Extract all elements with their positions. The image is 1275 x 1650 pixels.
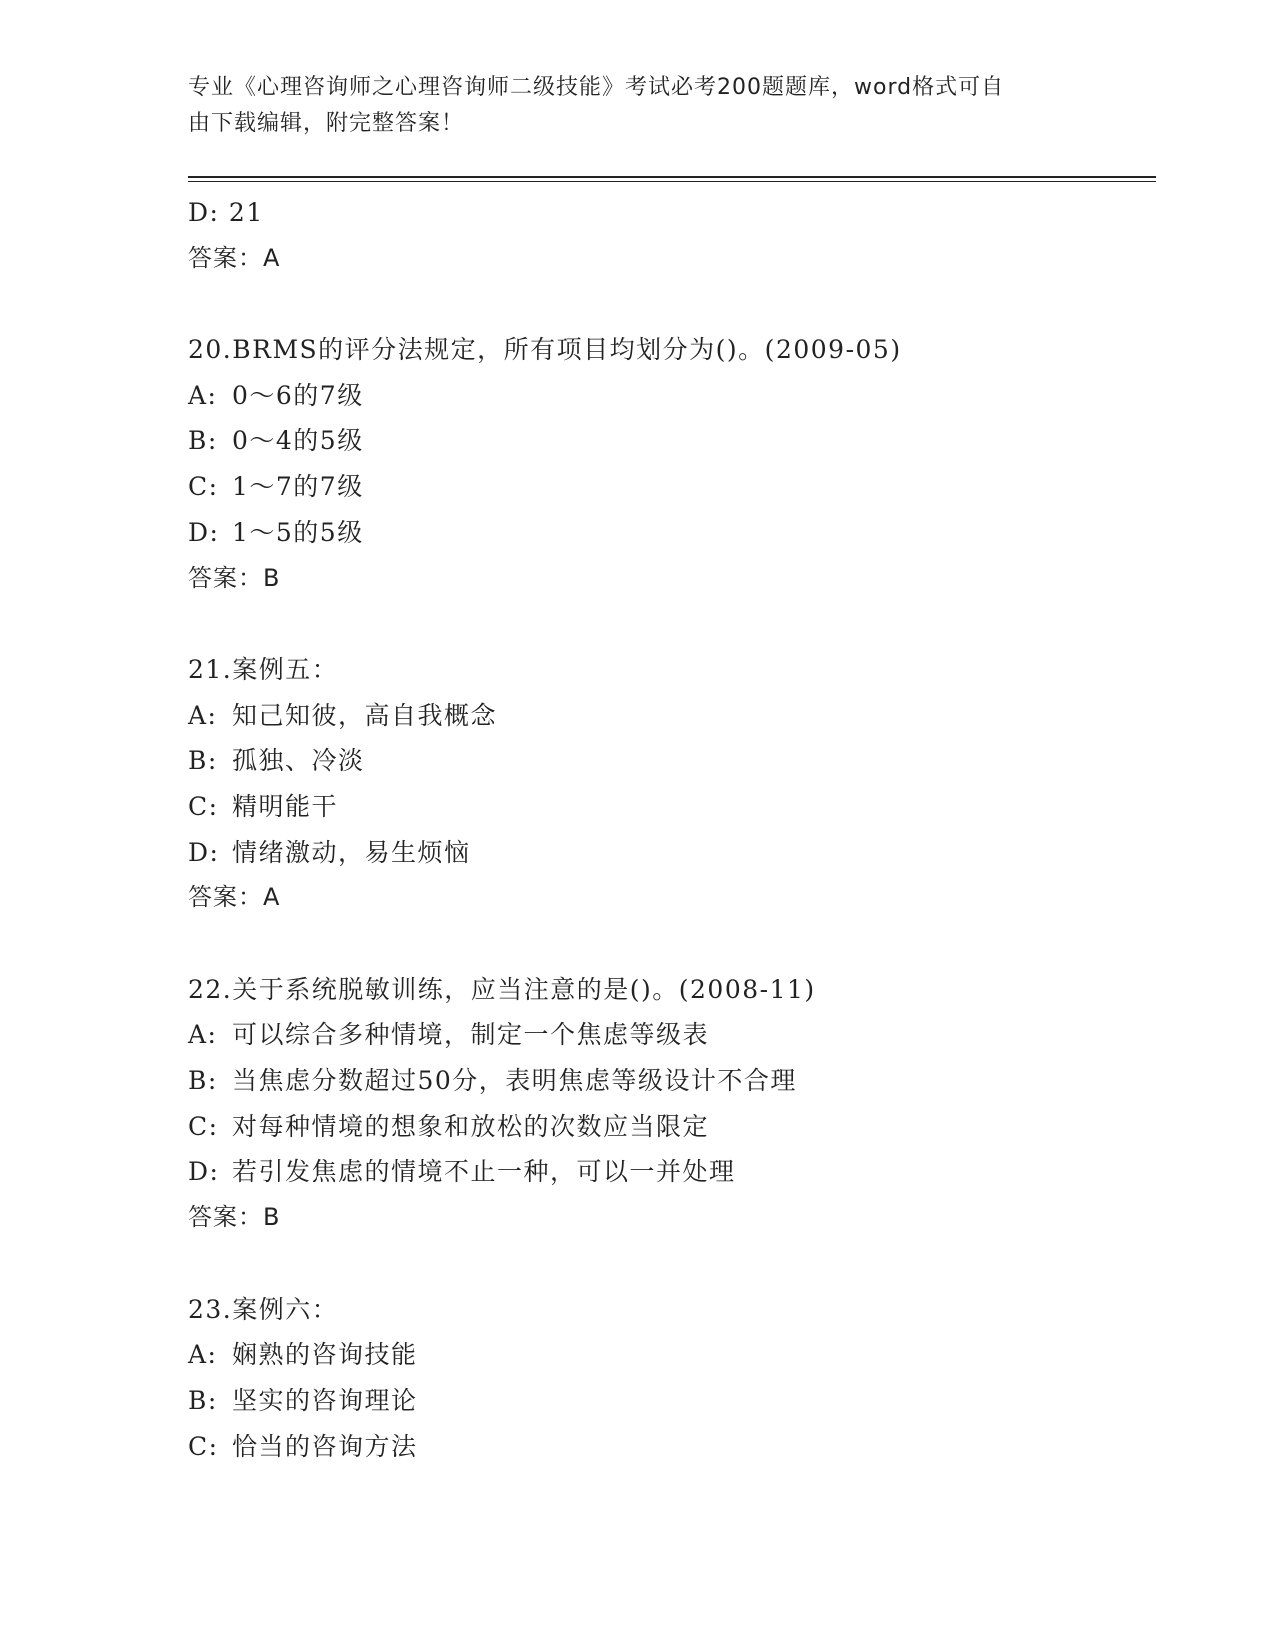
header-divider-thick bbox=[188, 176, 1156, 178]
option-text: 1～7的7级 bbox=[232, 472, 364, 502]
option-letter: C: bbox=[188, 1111, 219, 1141]
option-text: 当焦虑分数超过50分，表明焦虑等级设计不合理 bbox=[232, 1066, 797, 1096]
option-text: 可以综合多种情境，制定一个焦虑等级表 bbox=[232, 1020, 710, 1050]
option-a bbox=[188, 693, 1156, 739]
option-text: 1～5的5级 bbox=[232, 517, 364, 547]
option-letter: A: bbox=[188, 1340, 218, 1370]
option-c bbox=[188, 1104, 1156, 1150]
option-letter: A: bbox=[188, 700, 218, 730]
option-text: 0～6的7级 bbox=[232, 380, 364, 410]
option-letter: C: bbox=[188, 1431, 219, 1461]
spacer bbox=[188, 601, 1156, 647]
option-c bbox=[188, 784, 1156, 830]
option-d bbox=[188, 830, 1156, 876]
option-letter: D: bbox=[188, 517, 220, 547]
continued-answer: 答案：A bbox=[188, 243, 281, 272]
option-a bbox=[188, 1012, 1156, 1058]
question-block-23 bbox=[188, 1287, 1156, 1470]
option-text: 若引发焦虑的情境不止一种，可以一并处理 bbox=[232, 1157, 736, 1187]
document-header bbox=[188, 70, 1068, 142]
question-stem: 23.案例六： bbox=[188, 1294, 339, 1324]
question-block-21 bbox=[188, 647, 1156, 921]
option-a bbox=[188, 1332, 1156, 1378]
question-stem: 22.关于系统脱敏训练，应当注意的是()。(2008-11) bbox=[188, 974, 816, 1004]
option-letter: B: bbox=[188, 746, 218, 776]
option-text: 0～4的5级 bbox=[232, 426, 364, 456]
option-letter: B: bbox=[188, 1385, 218, 1415]
option-b bbox=[188, 1378, 1156, 1424]
spacer bbox=[188, 921, 1156, 967]
option-text: 情绪激动，易生烦恼 bbox=[232, 837, 471, 867]
option-letter: B: bbox=[188, 1066, 218, 1096]
option-c bbox=[188, 1424, 1156, 1470]
question-content bbox=[188, 190, 1156, 1469]
option-text: 恰当的咨询方法 bbox=[232, 1431, 418, 1461]
option-text: 孤独、冷淡 bbox=[232, 746, 365, 776]
option-letter: B: bbox=[188, 426, 218, 456]
option-letter: C: bbox=[188, 791, 219, 821]
answer-line: 答案：B bbox=[188, 1203, 281, 1232]
continued-option-d: D: 21 bbox=[188, 198, 264, 227]
option-c bbox=[188, 464, 1156, 510]
option-b bbox=[188, 418, 1156, 464]
option-d bbox=[188, 510, 1156, 556]
answer-line: 答案：B bbox=[188, 563, 281, 592]
header-line-1: 专业《心理咨询师之心理咨询师二级技能》考试必考200题题库，word格式可自 bbox=[188, 75, 1005, 100]
option-text: 坚实的咨询理论 bbox=[232, 1385, 418, 1415]
question-block-20 bbox=[188, 327, 1156, 601]
option-text: 精明能干 bbox=[232, 791, 339, 821]
option-letter: C: bbox=[188, 472, 219, 502]
question-stem: 20.BRMS的评分法规定，所有项目均划分为()。(2009-05) bbox=[188, 335, 902, 365]
option-text: 对每种情境的想象和放松的次数应当限定 bbox=[232, 1111, 710, 1141]
option-text: 娴熟的咨询技能 bbox=[232, 1340, 418, 1370]
spacer bbox=[188, 1241, 1156, 1287]
option-d bbox=[188, 1149, 1156, 1195]
option-b bbox=[188, 738, 1156, 784]
header-divider-thin bbox=[188, 181, 1156, 182]
question-stem: 21.案例五： bbox=[188, 654, 339, 684]
option-text: 知己知彼，高自我概念 bbox=[232, 700, 498, 730]
spacer bbox=[188, 281, 1156, 327]
option-letter: D: bbox=[188, 1157, 220, 1187]
question-block-22 bbox=[188, 967, 1156, 1241]
answer-line: 答案：A bbox=[188, 883, 281, 912]
option-letter: A: bbox=[188, 1020, 218, 1050]
option-letter: D: bbox=[188, 837, 220, 867]
option-letter: A: bbox=[188, 380, 218, 410]
option-a bbox=[188, 373, 1156, 419]
option-b bbox=[188, 1058, 1156, 1104]
header-line-2: 由下载编辑，附完整答案！ bbox=[188, 111, 465, 136]
